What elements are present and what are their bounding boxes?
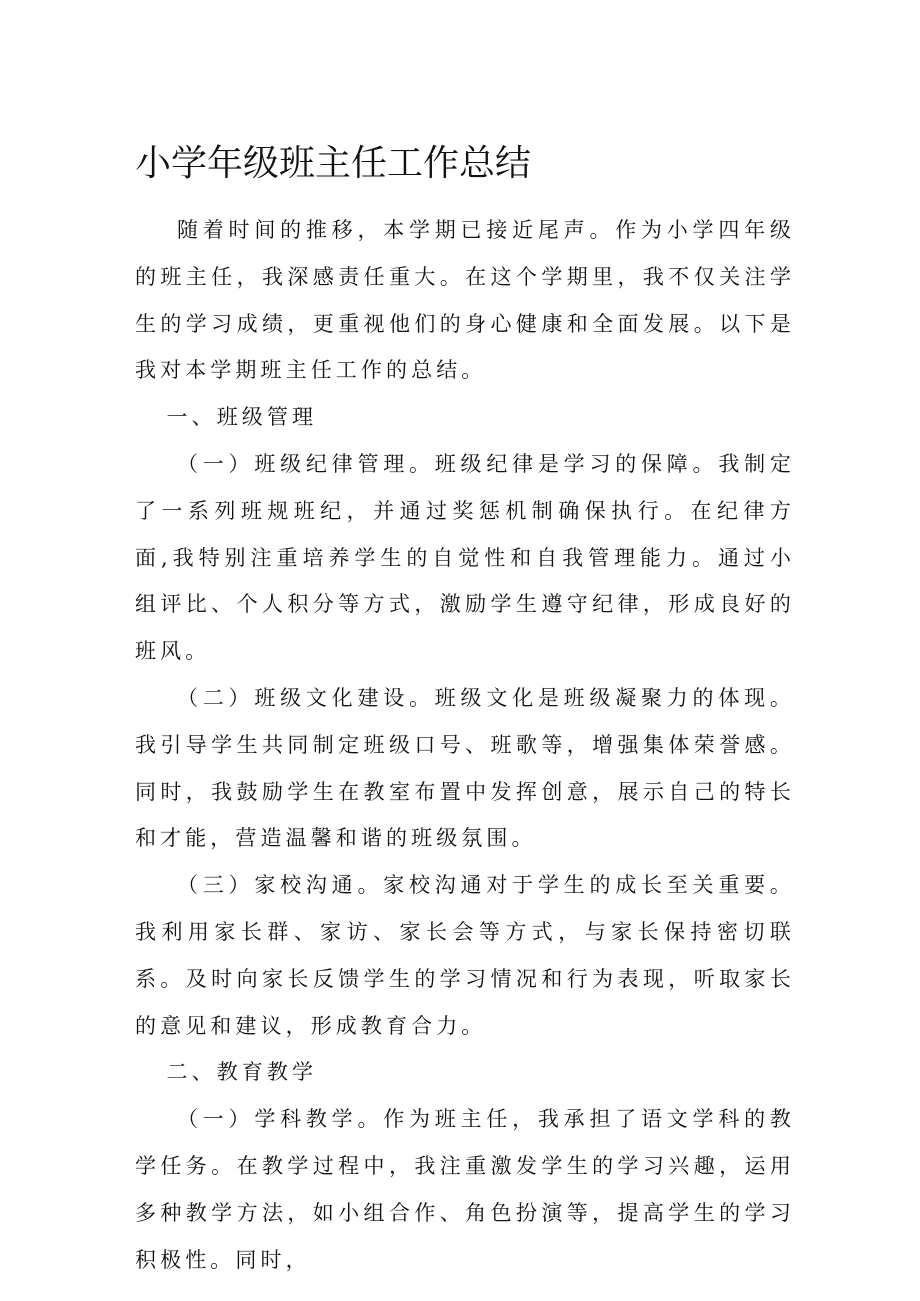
document-body [135,207,795,1283]
paragraph-class-culture: （二）班级文化建设。班级文化是班级凝聚力的体现。我引导学生共同制定班级口号、班歌等，增强集体荣誉感。同时，我鼓励学生在教室布置中发挥创意，展示自己的特长和才能，营造温馨和谐的班级氛围。 [135,685,795,851]
paragraph-subject-teaching: （一）学科教学。作为班主任，我承担了语文学科的教学任务。在教学过程中，我注重激发学生的学习兴趣，运用多种教学方法，如小组合作、角色扮演等，提高学生的学习积极性。同时， [135,1107,795,1272]
section-heading-class-management: 一、班级管理 [166,405,318,430]
paragraph-home-school-communication: （三）家校沟通。家校沟通对于学生的成长至关重要。我利用家长群、家访、家长会等方式，与家长保持密切联系。及时向家长反馈学生的学习情况和行为表现，听取家长的意见和建议，形成教育合力。 [135,873,795,1038]
paragraph-class-discipline: （一）班级纪律管理。班级纪律是学习的保障。我制定了一系列班规班纪，并通过奖惩机制确保执行。在纪律方面,我特别注重培养学生的自觉性和自我管理能力。通过小组评比、个人积分等方式，激励学生遵守纪律，形成良好的班风。 [135,451,795,664]
intro-paragraph: 随着时间的推移，本学期已接近尾声。作为小学四年级的班主任，我深感责任重大。在这个学期里，我不仅关注学生的学习成绩，更重视他们的身心健康和全面发展。以下是我对本学期班主任工作的总结。 [135,218,795,383]
document-title: 小学年级班主任工作总结 [135,143,532,184]
section-heading-teaching: 二、教育教学 [166,1060,318,1085]
